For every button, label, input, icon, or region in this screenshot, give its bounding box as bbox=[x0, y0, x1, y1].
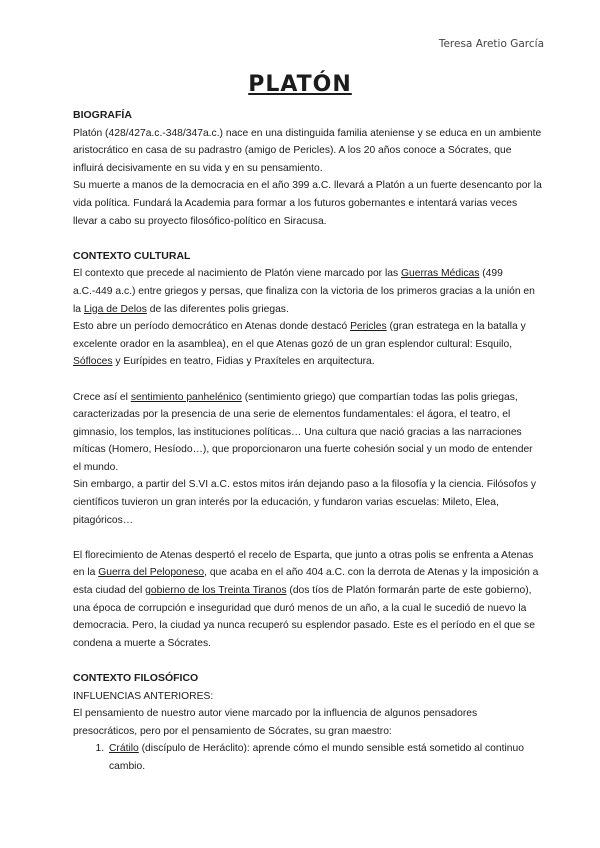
list-item: 1. Crátilo (discípulo de Heráclito): aprende cómo el mundo sensible está sometido al continuo cambio. bbox=[107, 740, 543, 775]
term-cratilo: Crátilo bbox=[109, 743, 139, 755]
term-sentimiento-panhelenico: sentimiento panhelénico bbox=[130, 391, 242, 403]
term-sofloces: Sófloces bbox=[73, 356, 113, 368]
section-heading-biografia: BIOGRAFÍA bbox=[73, 109, 132, 121]
subheading-influencias: INFLUENCIAS ANTERIORES: bbox=[73, 690, 214, 702]
term-pericles: Pericles bbox=[350, 321, 387, 333]
author-name: Teresa Aretio García bbox=[438, 38, 544, 50]
cultural-paragraph-3: Crece así el sentimiento panhelénico (sentimiento griego) que compartían todas las polis griegas, caracterizadas por la presencia de una serie de elementos fundamentales: el ágora, el teatro, el gimnasio, los templos, las instituciones políticas… Una cultura que nació gracias a las narraciones míticas (Homero, Hesíodo…), que proporcionaron una fuerte cohesión social y un modo de entender el mundo. bbox=[73, 391, 533, 473]
term-guerras-medicas: Guerras Médicas bbox=[400, 268, 480, 280]
filosofico-paragraph-1: El pensamiento de nuestro autor viene marcado por la influencia de algunos pensadores presocráticos, pero por el pensamiento de Sócrates, su gran maestro: bbox=[73, 708, 478, 737]
term-guerra-del-peloponeso: Guerra del Peloponeso bbox=[98, 567, 205, 579]
term-treinta-tiranos: gobierno de los Treinta Tiranos bbox=[145, 585, 287, 597]
section-heading-contexto-filosofico: CONTEXTO FILOSÓFICO bbox=[73, 672, 199, 684]
page-title: PLATÓN bbox=[248, 72, 352, 97]
section-heading-contexto-cultural: CONTEXTO CULTURAL bbox=[73, 249, 191, 262]
document-body bbox=[73, 107, 543, 776]
cultural-paragraph-4: Sin embargo, a partir del S.VI a.C. estos mitos irán dejando paso a la filosofía y la ciencia. Filósofos y científicos tuvieron un gran interés por la educación, y fundaron varias escuelas: Mileto, Elea, pitagóricos… bbox=[73, 479, 537, 526]
term-liga-de-delos: Liga de Delos bbox=[83, 303, 147, 315]
biografia-paragraph-1: Platón (428/427a.c.-348/347a.c.) nace en una distinguida familia ateniense y se educa en un ambiente aristocrático en casa de su padrastro (amigo de Pericles). A los 20 años conoce a Sócrates, que influirá decisivamente en su vida y en su pensamiento. bbox=[73, 127, 542, 174]
cultural-paragraph-2: Esto abre un período democrático en Atenas donde destacó Pericles (gran estratega en la batalla y excelente orador en la asamblea), en el que Atenas gozó de un gran esplendor cultural: Esquilo, Sófloces y Eurípides en teatro, Fidias y Praxíteles en arquitectura. bbox=[73, 321, 526, 368]
cultural-paragraph-5: El florecimiento de Atenas despertó el recelo de Esparta, que junto a otras polis se enfrenta a Atenas en la Guerra del Peloponeso, que acaba en el año 404 a.C. con la derrota de Atenas y la imposición a esta ciudad del gobierno de los Treinta Tiranos (dos tíos de Platón formarán parte de este gobierno), una época de corrupción e inseguridad que duró menos de un año, a la cual le sucedió de nuevo la democracia. Pero, la ciudad ya nunca recuperó su esplendor pasado. Este es el período en el que se condena a muerte a Sócrates. bbox=[73, 549, 539, 649]
biografia-paragraph-2: Su muerte a manos de la democracia en el año 399 a.C. llevará a Platón a un fuerte desencanto por la vida política. Fundará la Academia para formar a los futuros gobernantes e intentará varias veces llevar a cabo su proyecto filosófico-político en Siracusa. bbox=[73, 180, 542, 227]
influences-list bbox=[73, 740, 543, 775]
cultural-paragraph-1: El contexto que precede al nacimiento de Platón viene marcado por las Guerras Médicas (499 a.C.-449 a.c.) entre griegos y persas, que finaliza con la victoria de los primeros gracias a la unión en la Liga de Delos de las diferentes polis griegas. bbox=[73, 268, 535, 315]
